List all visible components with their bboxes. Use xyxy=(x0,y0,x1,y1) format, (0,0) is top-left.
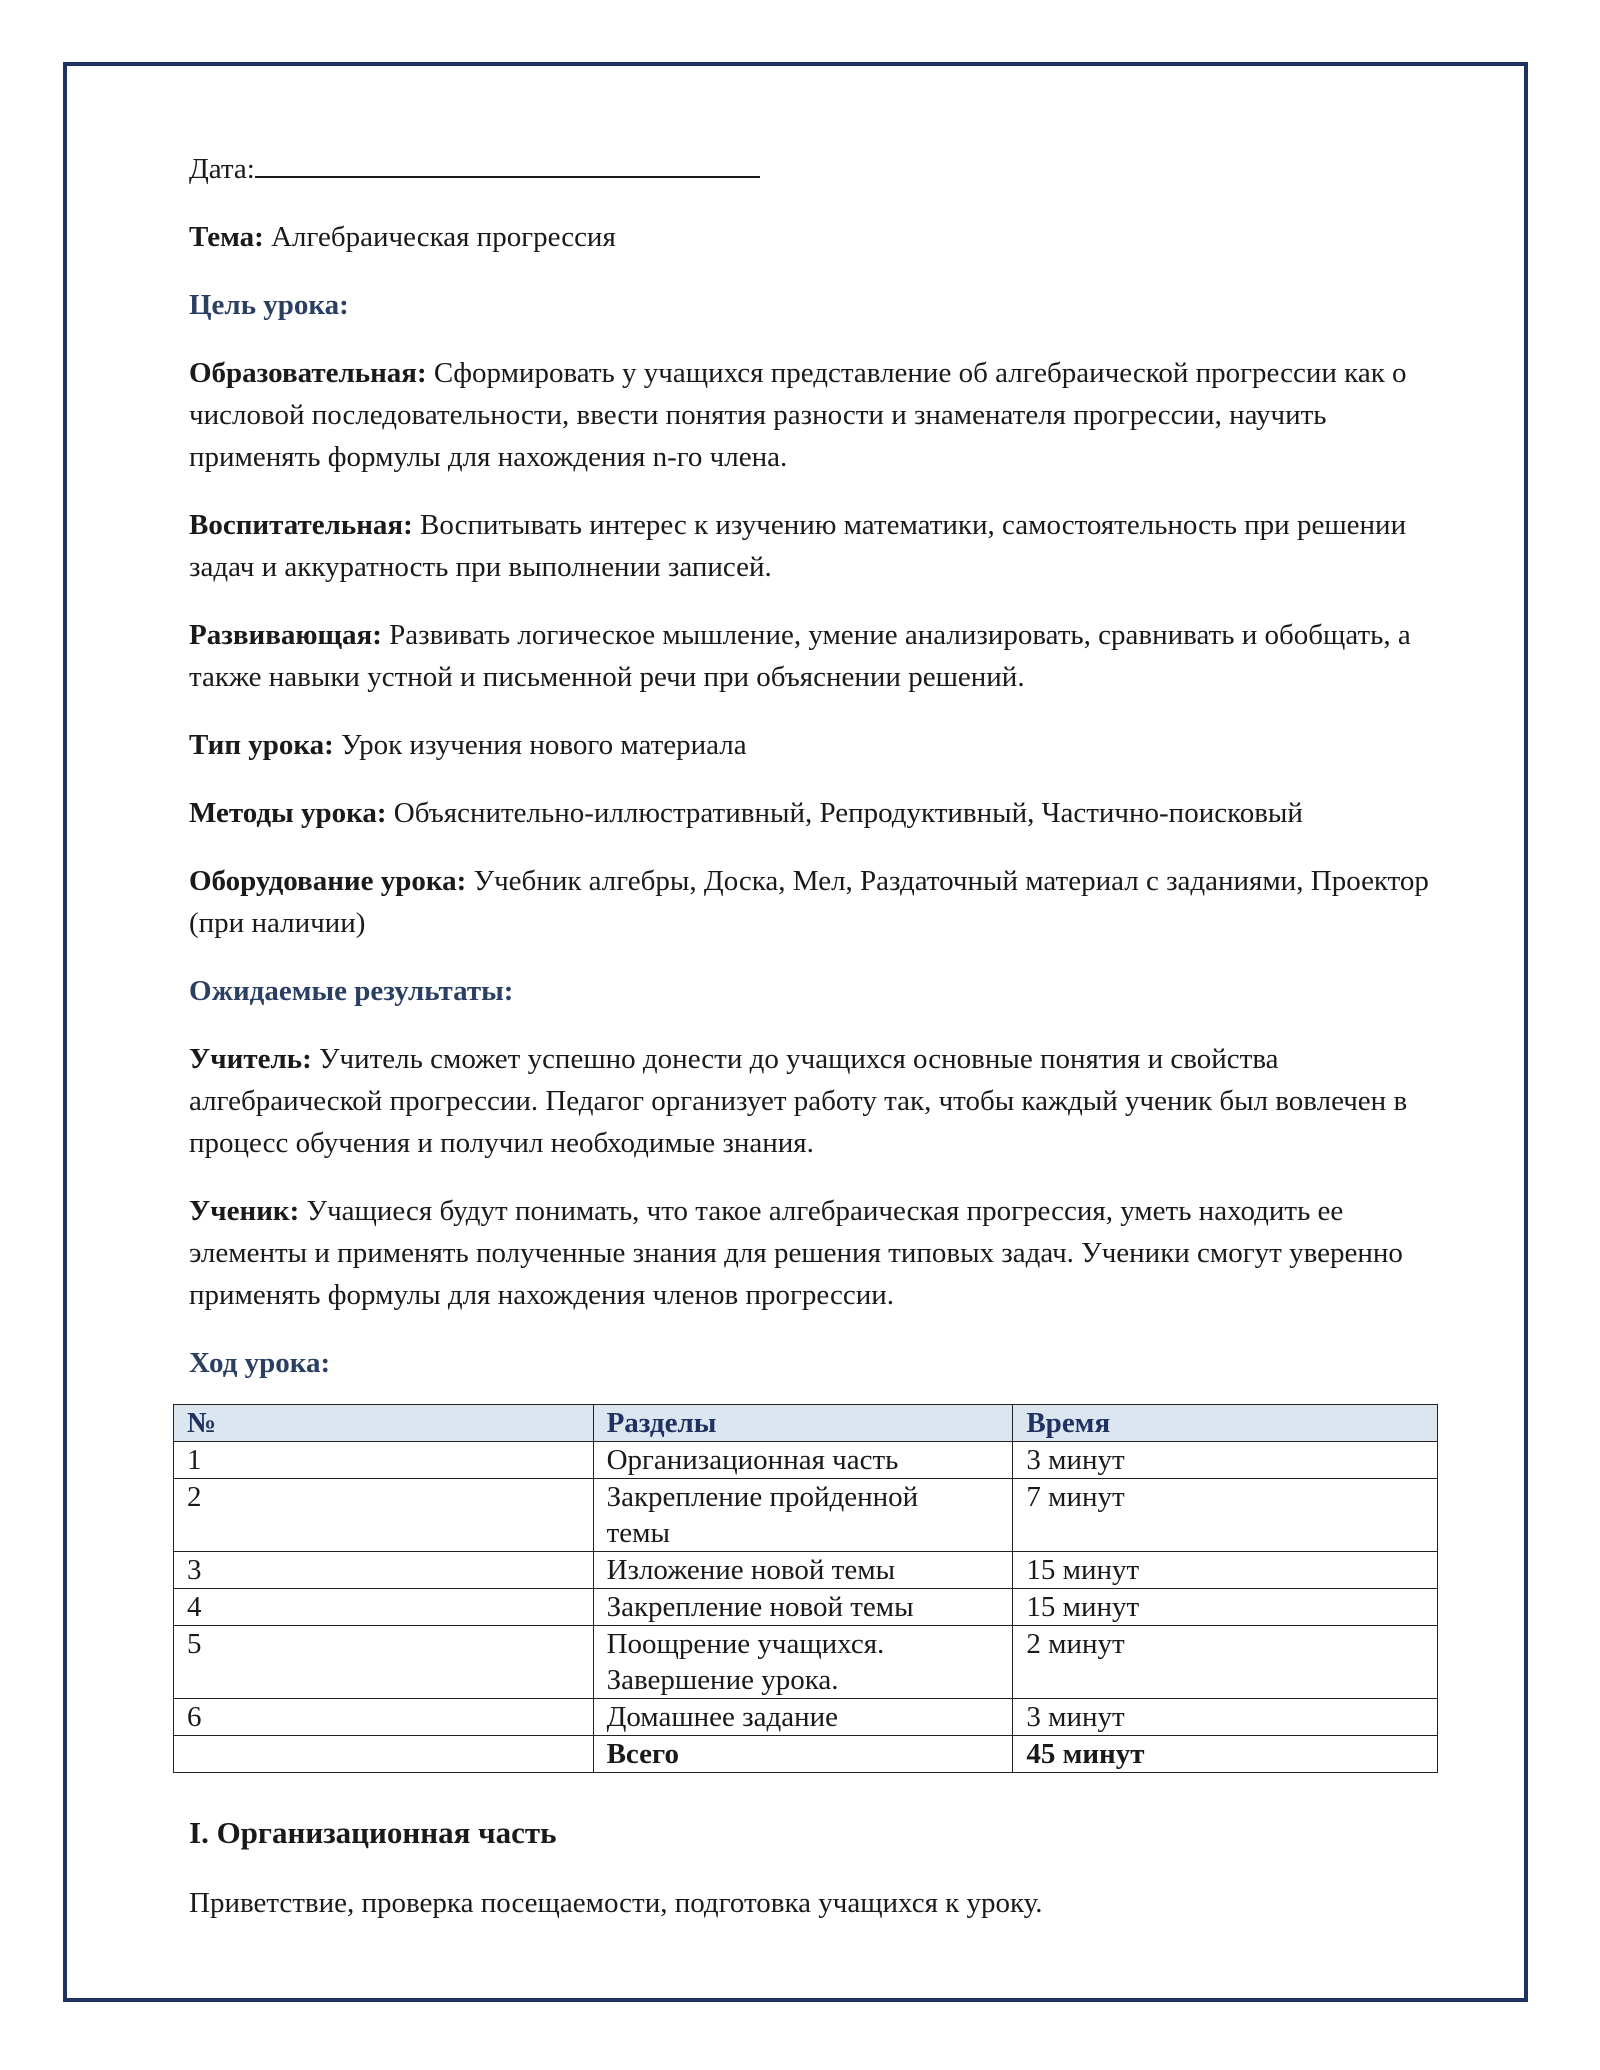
row-section: Изложение новой темы xyxy=(593,1552,1013,1589)
table-row xyxy=(174,1479,1438,1552)
topic-value: Алгебраическая прогрессия xyxy=(271,221,616,253)
methods-text: Объяснительно-иллюстративный, Репродуктивный, Частично-поисковый xyxy=(393,797,1303,829)
table-row xyxy=(174,1442,1438,1479)
row-section: Закрепление новой темы xyxy=(593,1589,1013,1626)
goal-upbringing xyxy=(189,504,1459,588)
total-number xyxy=(174,1736,594,1773)
result-text: Учащиеся будут понимать, что такое алгебраическая прогрессия, уметь находить ее элементы и применять полученные знания для решения типовых задач. Ученики смогут уверенно применять формулы для нахождения членов прогрессии. xyxy=(189,1195,1403,1311)
goal-label: Развивающая: xyxy=(189,619,382,651)
equipment-text: Учебник алгебры, Доска, Мел, Раздаточный материал с заданиями, Проектор (при наличии) xyxy=(189,865,1429,939)
progress-heading: Ход урока: xyxy=(189,1347,331,1379)
table-total-row xyxy=(174,1736,1438,1773)
goal-text: Воспитывать интерес к изучению математики, самостоятельность при решении задач и аккуратность при выполнении записей. xyxy=(189,509,1407,583)
result-student xyxy=(189,1190,1459,1316)
row-number: 2 xyxy=(174,1479,594,1552)
date-label: Дата: xyxy=(189,153,255,185)
row-time: 2 минут xyxy=(1013,1626,1438,1699)
row-number: 5 xyxy=(174,1626,594,1699)
row-section: Домашнее задание xyxy=(593,1699,1013,1736)
goal-label: Воспитательная: xyxy=(189,509,413,541)
lesson-type xyxy=(189,724,1459,766)
results-heading: Ожидаемые результаты: xyxy=(189,975,514,1007)
row-time: 3 минут xyxy=(1013,1699,1438,1736)
methods-label: Методы урока: xyxy=(189,797,387,829)
total-time: 45 минут xyxy=(1013,1736,1438,1773)
goal-heading: Цель урока: xyxy=(189,289,349,321)
table-row xyxy=(174,1699,1438,1736)
topic-line xyxy=(189,216,1459,258)
lesson-schedule-table xyxy=(173,1404,1438,1773)
lesson-type-text: Урок изучения нового материала xyxy=(341,729,747,761)
lesson-type-label: Тип урока: xyxy=(189,729,334,761)
section-text: Приветствие, проверка посещаемости, подготовка учащихся к уроку. xyxy=(189,1887,1043,1919)
row-section: Поощрение учащихся. Завершение урока. xyxy=(593,1626,1013,1699)
row-number: 6 xyxy=(174,1699,594,1736)
row-time: 7 минут xyxy=(1013,1479,1438,1552)
total-label: Всего xyxy=(593,1736,1013,1773)
table-header-row xyxy=(174,1405,1438,1442)
row-time: 15 минут xyxy=(1013,1589,1438,1626)
row-section: Закрепление пройденной темы xyxy=(593,1479,1013,1552)
document-body xyxy=(189,148,1459,1410)
result-teacher xyxy=(189,1038,1459,1164)
row-number: 3 xyxy=(174,1552,594,1589)
table-row xyxy=(174,1552,1438,1589)
goal-text: Развивать логическое мышление, умение анализировать, сравнивать и обобщать, а также навыки устной и письменной речи при объяснении решений. xyxy=(189,619,1411,693)
row-number: 1 xyxy=(174,1442,594,1479)
equipment-label: Оборудование урока: xyxy=(189,865,467,897)
result-label: Учитель: xyxy=(189,1043,312,1075)
table-row xyxy=(174,1589,1438,1626)
lesson-equipment xyxy=(189,860,1459,944)
header-sections: Разделы xyxy=(593,1405,1013,1442)
lesson-methods xyxy=(189,792,1459,834)
topic-label: Тема: xyxy=(189,221,264,253)
goal-educational xyxy=(189,352,1459,478)
result-label: Ученик: xyxy=(189,1195,300,1227)
goal-label: Образовательная: xyxy=(189,357,427,389)
date-blank xyxy=(255,148,760,178)
row-section: Организационная часть xyxy=(593,1442,1013,1479)
header-time: Время xyxy=(1013,1405,1438,1442)
row-time: 15 минут xyxy=(1013,1552,1438,1589)
row-time: 3 минут xyxy=(1013,1442,1438,1479)
goal-developing xyxy=(189,614,1459,698)
result-text: Учитель сможет успешно донести до учащихся основные понятия и свойства алгебраической прогрессии. Педагог организует работу так, чтобы каждый ученик был вовлечен в процесс обучения и получил необходимые знания. xyxy=(189,1043,1408,1159)
goal-text: Сформировать у учащихся представление об алгебраической прогрессии как о числовой последовательности, ввести понятия разности и знаменателя прогрессии, научить применять формулы для нахождения n-го члена. xyxy=(189,357,1407,473)
header-number: № xyxy=(174,1405,594,1442)
table-row xyxy=(174,1626,1438,1699)
section-title: I. Организационная часть xyxy=(189,1815,557,1850)
row-number: 4 xyxy=(174,1589,594,1626)
date-line xyxy=(189,148,1459,190)
